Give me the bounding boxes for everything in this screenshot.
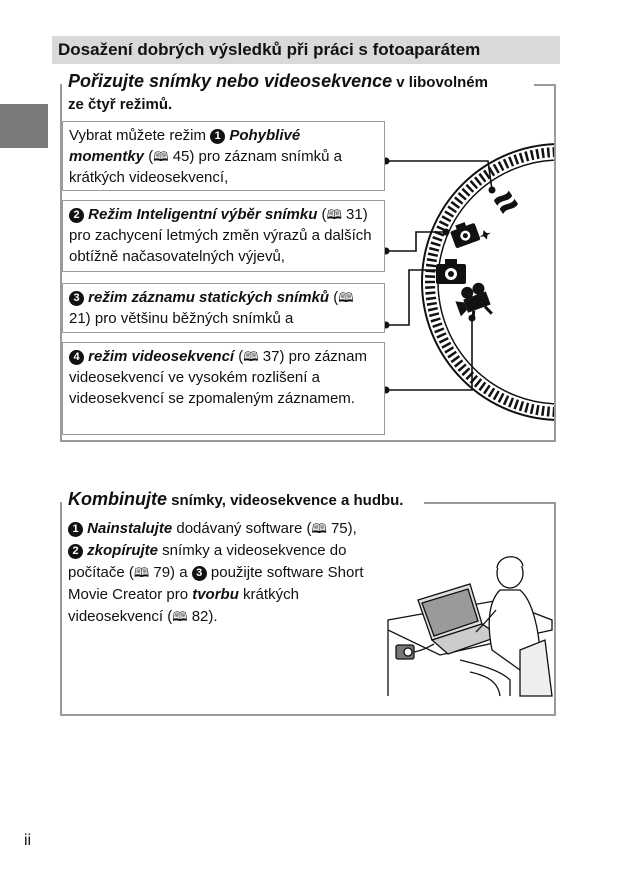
- number-badge-4: 4: [69, 350, 84, 365]
- page-reference: 75),: [326, 520, 357, 537]
- title-rest-line2: ze čtyř režimů.: [68, 96, 173, 113]
- movie-mode-box: 4 režim videosekvencí (🕮 37) pro záznam videosekvencí ve vysokém rozlišení a videosekvencí se zpomaleným záznamem.: [62, 342, 385, 435]
- book-icon: 🕮: [326, 207, 342, 222]
- title-emphasis: Pořizujte snímky nebo videosekvence: [68, 71, 393, 91]
- number-badge-3: 3: [69, 291, 84, 306]
- title-rest: v libovolném: [392, 74, 488, 91]
- number-badge-2: 2: [68, 544, 83, 559]
- page-reference: 79) a: [149, 564, 192, 581]
- page-reference: 31): [341, 206, 368, 223]
- book-icon: 🕮: [153, 149, 169, 164]
- title-emphasis: Kombinujte: [68, 489, 167, 509]
- smart-photo-selector-box: 2 Režim Inteligentní výběr snímku (🕮 31) pro zachycení letmých změn výrazů a dalších obtížně načasovatelných výjevů,: [62, 200, 385, 272]
- book-icon: 🕮: [243, 349, 259, 364]
- action-verb: tvorbu: [192, 586, 239, 603]
- page-title: Dosažení dobrých výsledků při práci s fotoaparátem: [58, 40, 481, 59]
- still-image-box: 3 režim záznamu statických snímků (🕮 21) pro většinu běžných snímků a: [62, 283, 385, 333]
- mode-name: Režim Inteligentní výběr snímku: [88, 206, 318, 223]
- book-icon: 🕮: [338, 290, 354, 305]
- number-badge-2: 2: [69, 208, 84, 223]
- motion-snapshot-box: Vybrat můžete režim 1 Pohyblivé momentky (🕮 45) pro záznam snímků a krátkých videosekvencí,: [62, 121, 385, 191]
- number-badge-1: 1: [210, 129, 225, 144]
- title-rest: snímky, videosekvence a hudbu.: [167, 492, 404, 509]
- number-badge-1: 1: [68, 522, 83, 537]
- page-number: ii: [24, 832, 32, 849]
- book-icon: 🕮: [311, 521, 327, 536]
- action-verb: Nainstalujte: [87, 520, 173, 537]
- mode-name: Pohyblivé momentky: [69, 127, 301, 165]
- book-icon: 🕮: [133, 565, 150, 580]
- page-reference: 37): [258, 348, 285, 365]
- page-reference: 21): [69, 310, 91, 327]
- page-reference: 45): [168, 148, 195, 165]
- mode-name: režim záznamu statických snímků: [88, 289, 330, 306]
- page-reference: 82).: [187, 608, 218, 625]
- combine-text: 1 Nainstalujte dodávaný software (🕮 75), 2 zkopírujte snímky a videosekvence do počítače (🕮 79) a 3 použijte software Short Movie Creator pro tvorbu krátkých videosekvencí (🕮 82).: [68, 520, 364, 625]
- mode-name: režim videosekvencí: [88, 348, 235, 365]
- book-icon: 🕮: [172, 609, 188, 624]
- action-verb: zkopírujte: [87, 542, 159, 559]
- number-badge-3: 3: [192, 566, 207, 581]
